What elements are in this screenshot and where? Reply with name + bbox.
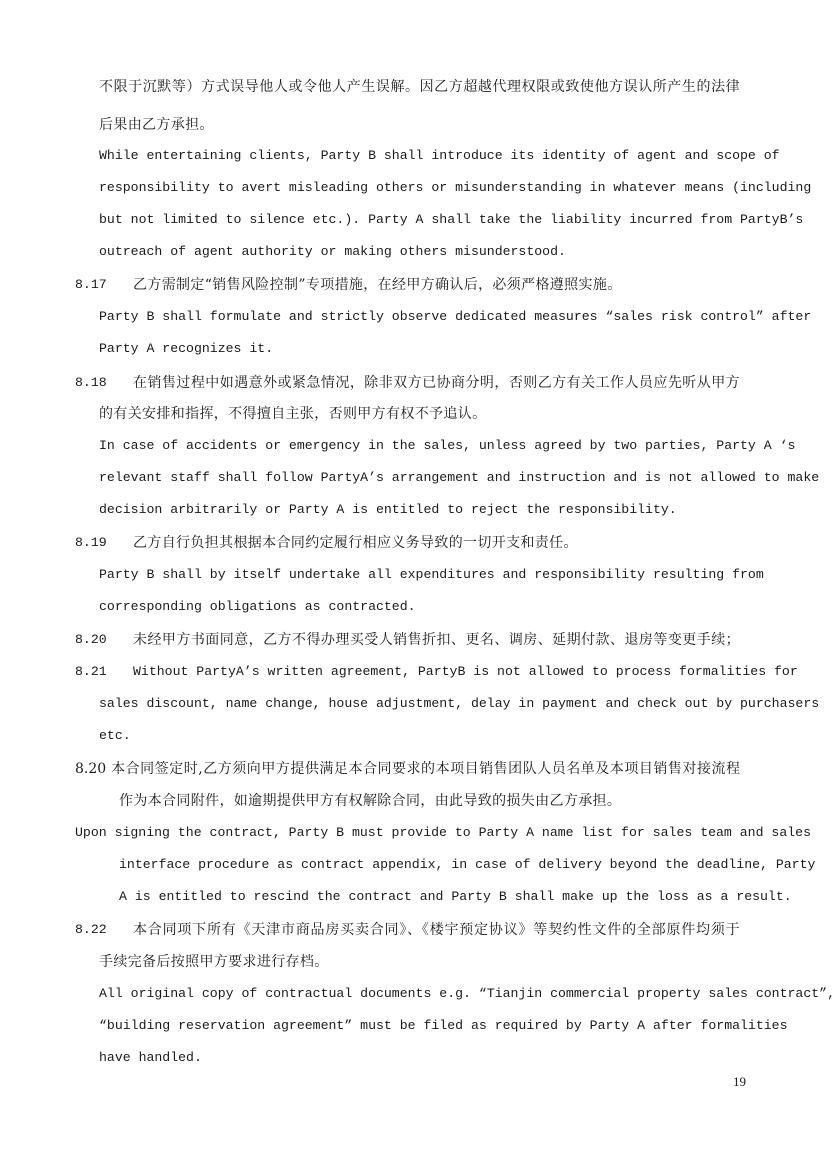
clause-8-21-en-line-2: sales discount, name change, house adjustment, delay in payment and check out by purchasers	[99, 696, 820, 711]
clause-8-22-en-line-3: have handled.	[99, 1050, 202, 1065]
clause-8-21-en-line-1: Without PartyA’s written agreement, PartyB is not allowed to process formalities for	[133, 664, 798, 679]
clause-number-8-19: 8.19	[75, 535, 107, 550]
clause-8-22-en-line-2: “building reservation agreement” must be filed as required by Party A after formalities	[99, 1018, 788, 1033]
clause-number-8-18: 8.18	[75, 375, 107, 390]
clause-continuation-zh-line-1: 不限于沉默等）方式误导他人或令他人产生误解。因乙方超越代理权限或致使他方误认所产生的法律	[99, 79, 740, 95]
clause-8-19-zh-line-1: 乙方自行负担其根据本合同约定履行相应义务导致的一切开支和责任。	[133, 535, 578, 551]
clause-8-18-zh-line-1: 在销售过程中如遇意外或紧急情况，除非双方已协商分明，否则乙方有关工作人员应先听从甲方	[133, 375, 740, 391]
clause-8-20b-zh-line-2: 作为本合同附件，如逾期提供甲方有权解除合同，由此导致的损失由乙方承担。	[119, 793, 622, 809]
clause-8-22-zh-line-2: 手续完备后按照甲方要求进行存档。	[99, 954, 329, 970]
clause-continuation-en-line-3: but not limited to silence etc.). Party A shall take the liability incurred from PartyB’s	[99, 212, 804, 227]
clause-8-19-en-line-2: corresponding obligations as contracted.	[99, 599, 416, 614]
clause-8-18-en-line-1: In case of accidents or emergency in the sales, unless agreed by two parties, Party A ‘s	[99, 438, 796, 453]
clause-8-17-en-line-1: Party B shall formulate and strictly observe dedicated measures “sales risk control” after	[99, 309, 812, 324]
clause-number-8-22: 8.22	[75, 922, 107, 937]
clause-continuation-en-line-2: responsibility to avert misleading others or misunderstanding in whatever means (including	[99, 180, 812, 195]
clause-8-22-en-line-1: All original copy of contractual documents e.g. “Tianjin commercial property sales contract”,	[99, 986, 835, 1001]
clause-8-17-zh-line-1: 乙方需制定“销售风险控制”专项措施，在经甲方确认后，必须严格遵照实施。	[133, 277, 622, 293]
clause-8-20b-en-line-1: Upon signing the contract, Party B must provide to Party A name list for sales team and sales	[75, 825, 811, 840]
clause-8-22-zh-line-1: 本合同项下所有《天津市商品房买卖合同》、《楼宇预定协议》等契约性文件的全部原件均须于	[133, 922, 740, 938]
clause-8-20-zh-line-1: 未经甲方书面同意，乙方不得办理买受人销售折扣、更名、调房、延期付款、退房等变更手续；	[133, 632, 740, 648]
clause-continuation-en-line-4: outreach of agent authority or making others misunderstood.	[99, 244, 566, 259]
clause-8-19-en-line-1: Party B shall by itself undertake all expenditures and responsibility resulting from	[99, 567, 764, 582]
clause-8-18-zh-line-2: 的有关安排和指挥，不得擅自主张，否则甲方有权不予追认。	[99, 406, 487, 422]
clause-8-21-en-line-3: etc.	[99, 728, 131, 743]
clause-8-17-en-line-2: Party A recognizes it.	[99, 341, 274, 356]
clause-number-8-20: 8.20	[75, 632, 107, 647]
clause-8-20b-en-line-2: interface procedure as contract appendix, in case of delivery beyond the deadline, Party	[119, 857, 816, 872]
clause-8-20b-zh-line-1: 8.20 本合同签定时,乙方须向甲方提供满足本合同要求的本项目销售团队人员名单及本项目销售对接流程	[75, 761, 740, 777]
clause-8-18-en-line-2: relevant staff shall follow PartyA’s arrangement and instruction and is not allowed to make	[99, 470, 820, 485]
clause-continuation-zh-line-2: 后果由乙方承担。	[99, 117, 214, 133]
clause-8-18-en-line-3: decision arbitrarily or Party A is entitled to reject the responsibility.	[99, 502, 677, 517]
clause-number-8-17: 8.17	[75, 277, 107, 292]
page-number: 19	[733, 1074, 746, 1089]
clause-8-20b-en-line-3: A is entitled to rescind the contract and Party B shall make up the loss as a result.	[119, 889, 792, 904]
clause-continuation-en-line-1: While entertaining clients, Party B shall introduce its identity of agent and scope of	[99, 148, 780, 163]
clause-number-8-21: 8.21	[75, 664, 107, 679]
